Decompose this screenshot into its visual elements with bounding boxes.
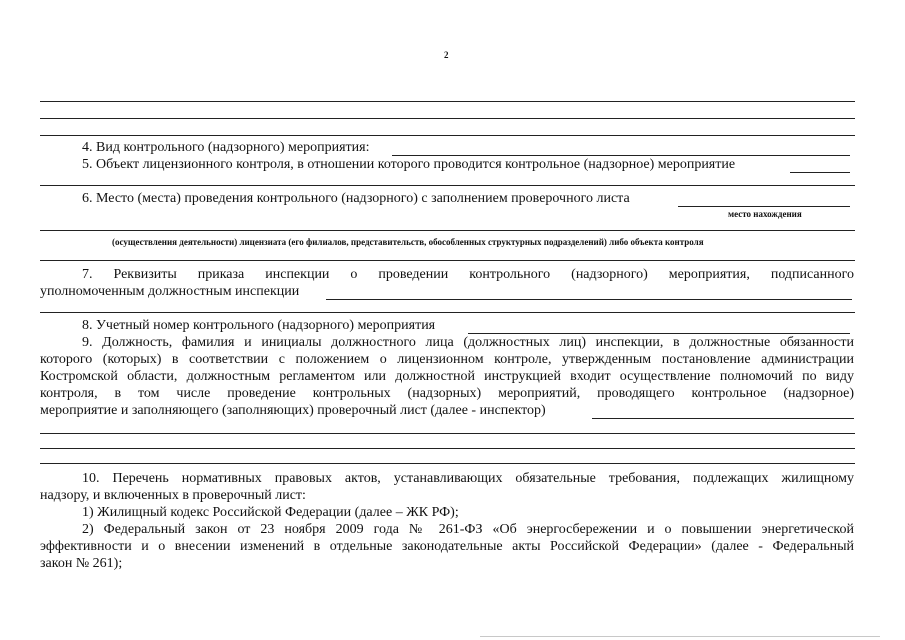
scan-artifact: [480, 636, 880, 637]
law1: 1) Жилищный кодекс Российской Федерации (далее – ЖК РФ);: [82, 505, 459, 520]
item6-field-continuation[interactable]: [40, 230, 855, 231]
item7-line2: уполномоченным должностным инспекции: [40, 284, 300, 299]
item4-label: 4. Вид контрольного (надзорного) мероприятия:: [82, 140, 370, 155]
law2-line2: эффективности и о внесении изменений в отдельные законодательные акты Российской Федерации» (далее - Федеральный: [40, 539, 854, 554]
item6-caption-activity: (осуществления деятельности) лицензиата (его филиалов, представительств, обособленных структурных подразделений) либо объекта контроля: [112, 237, 704, 247]
item7-field-continuation[interactable]: [40, 312, 855, 313]
item10-line2: надзору, и включенных в проверочный лист:: [40, 488, 306, 503]
item9-line5: мероприятие и заполняющего (заполняющих) проверочный лист (далее - инспектор): [40, 403, 546, 418]
item8-label: 8. Учетный номер контрольного (надзорного) мероприятия: [82, 318, 436, 333]
item4-field[interactable]: [392, 155, 850, 156]
item9-line4: контроля, в том числе проведение контрольных (надзорных) мероприятий, проводящего контрольное (надзорное): [40, 386, 854, 401]
item8-field[interactable]: [468, 333, 850, 334]
blank-line: [40, 101, 855, 102]
item6-caption-location: место нахождения: [728, 209, 802, 219]
item9-line1: 9. Должность, фамилия и инициалы должностного лица (должностных лиц) инспекции, в должностные обязанности: [82, 335, 854, 350]
item9-field-continuation[interactable]: [40, 463, 855, 464]
item9-line2: которого (которых) в соответствии с положением о лицензионном контроле, утвержденным постановление администрации: [40, 352, 854, 367]
item7-line1: 7. Реквизиты приказа инспекции о проведении контрольного (надзорного) мероприятия, подписанного: [82, 267, 854, 282]
item10-line1: 10. Перечень нормативных правовых актов, устанавливающих обязательные требования, подлежащих жилищному: [82, 471, 854, 486]
law2-line1: 2) Федеральный закон от 23 ноября 2009 года № 261-ФЗ «Об энергосбережении и о повышении энергетической: [82, 522, 854, 537]
item7-field[interactable]: [326, 299, 852, 300]
blank-line: [40, 118, 855, 119]
item5-label: 5. Объект лицензионного контроля, в отношении которого проводится контрольное (надзорное) мероприятие: [82, 157, 736, 172]
item6-field[interactable]: [678, 206, 850, 207]
item9-field-continuation[interactable]: [40, 448, 855, 449]
item9-field[interactable]: [592, 418, 854, 419]
item9-field-continuation[interactable]: [40, 433, 855, 434]
blank-line: [40, 135, 855, 136]
blank-line: [40, 260, 855, 261]
item9-line3: Костромской области, должностным регламентом или должностной инструкцией входит осуществление полномочий по виду: [40, 369, 854, 384]
item5-field-continuation[interactable]: [40, 185, 855, 186]
page-number: 2: [444, 50, 449, 60]
law2-line3: закон № 261);: [40, 556, 123, 571]
item6-label: 6. Место (места) проведения контрольного (надзорного) с заполнением проверочного листа: [82, 191, 630, 206]
item5-field[interactable]: [790, 172, 850, 173]
